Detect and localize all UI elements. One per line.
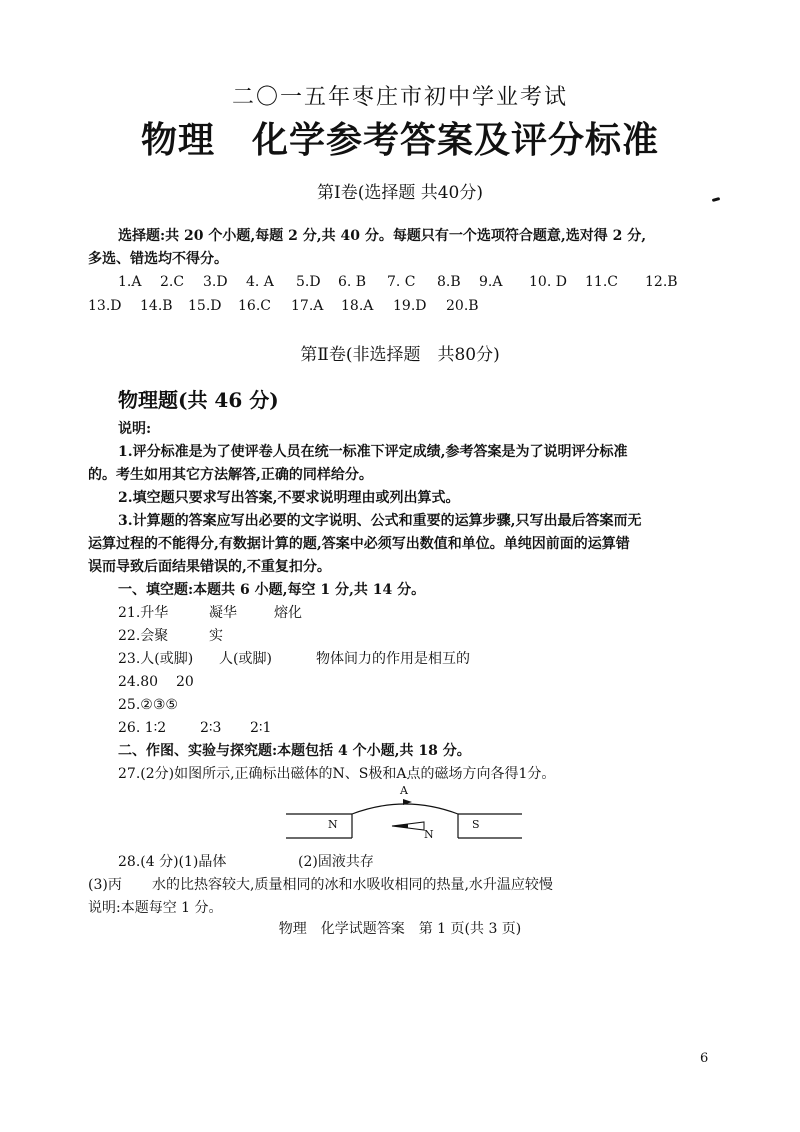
needle-label: N: [424, 828, 434, 841]
answer-11: 11.C: [585, 274, 618, 290]
q21-a: 21.升华: [118, 605, 169, 621]
section2-title: 第Ⅱ卷(非选择题 共80分): [300, 345, 500, 365]
q22-a: 22.会聚: [118, 628, 169, 644]
answer-9: 9.A: [479, 274, 503, 290]
magnet-diagram: [284, 790, 524, 846]
section1-desc-line1: 选择题:共 20 个小题,每题 2 分,共 40 分。每题只有一个选项符合题意,选对得 2 分,: [118, 228, 647, 244]
exam-title: 二〇一五年枣庄市初中学业考试: [231, 85, 568, 110]
q23-b: 人(或脚): [219, 651, 272, 667]
note3-line2: 运算过程的不能得分,有数据计算的题,答案中必须写出数值和单位。单纯因前面的运算错: [88, 536, 630, 552]
q24-a: 24.80: [118, 674, 159, 690]
section1-desc-line2: 多选、错选均不得分。: [88, 251, 228, 267]
answer-10: 10. D: [529, 274, 567, 290]
q21-b: 凝华: [209, 605, 237, 621]
answer-12: 12.B: [645, 274, 678, 290]
answer-19: 19.D: [393, 298, 427, 314]
answer-7: 7. C: [387, 274, 416, 290]
answer-20: 20.B: [446, 298, 479, 314]
main-title: 物理 化学参考答案及评分标准: [140, 119, 659, 161]
answer-13: 13.D: [88, 298, 122, 314]
page-footer: 物理 化学试题答案 第 1 页(共 3 页): [278, 921, 522, 937]
q28-3-b: 水的比热容较大,质量相同的冰和水吸收相同的热量,水升温应较慢: [152, 877, 553, 893]
answer-16: 16.C: [238, 298, 271, 314]
answer-6: 6. B: [338, 274, 367, 290]
answer-15: 15.D: [188, 298, 222, 314]
q27: 27.(2分)如图所示,正确标出磁体的N、S极和A点的磁场方向各得1分。: [118, 766, 556, 782]
q28-note: 说明:本题每空 1 分。: [88, 900, 223, 916]
physics-title: 物理题(共 46 分): [118, 388, 279, 412]
answer-5: 5.D: [296, 274, 321, 290]
q28-a: 28.(4 分)(1)晶体: [118, 854, 227, 870]
answer-3: 3.D: [203, 274, 228, 290]
answer-1: 1.A: [118, 274, 142, 290]
q21-c: 熔化: [274, 605, 302, 621]
q28-3-a: (3)丙: [88, 877, 122, 893]
answer-4: 4. A: [246, 274, 274, 290]
point-a-label: A: [400, 784, 408, 797]
right-pole-label: S: [472, 818, 480, 831]
answer-14: 14.B: [140, 298, 173, 314]
fill-section-header: 一、填空题:本题共 6 小题,每空 1 分,共 14 分。: [118, 582, 426, 598]
draw-section-header: 二、作图、实验与探究题:本题包括 4 个小题,共 18 分。: [118, 743, 471, 759]
answer-2: 2.C: [160, 274, 185, 290]
q23-a: 23.人(或脚): [118, 651, 194, 667]
q28-b: (2)固液共存: [298, 854, 374, 870]
answer-18: 18.A: [341, 298, 374, 314]
note1-line2: 的。考生如用其它方法解答,正确的同样给分。: [88, 467, 373, 483]
note3-line1: 3.计算题的答案应写出必要的文字说明、公式和重要的运算步骤,只写出最后答案而无: [118, 513, 642, 529]
page-number: 6: [700, 1051, 709, 1066]
note3-line3: 误而导致后面结果错误的,不重复扣分。: [88, 559, 331, 575]
answer-8: 8.B: [437, 274, 461, 290]
q26-a: 26. 1∶2: [118, 720, 167, 736]
q26-c: 2∶1: [250, 720, 272, 736]
note1-line1: 1.评分标准是为了使评卷人员在统一标准下评定成绩,参考答案是为了说明评分标准: [118, 444, 628, 460]
note-label: 说明:: [118, 421, 152, 437]
q23-c: 物体间力的作用是相互的: [316, 651, 470, 667]
note2: 2.填空题只要求写出答案,不要求说明理由或列出算式。: [118, 490, 460, 506]
q24-b: 20: [176, 674, 194, 690]
q26-b: 2∶3: [200, 720, 222, 736]
q25: 25.②③⑤: [118, 697, 178, 713]
left-pole-label: N: [328, 818, 338, 831]
q22-b: 实: [209, 628, 223, 644]
answer-17: 17.A: [291, 298, 324, 314]
section1-title: 第Ⅰ卷(选择题 共40分): [316, 183, 483, 203]
